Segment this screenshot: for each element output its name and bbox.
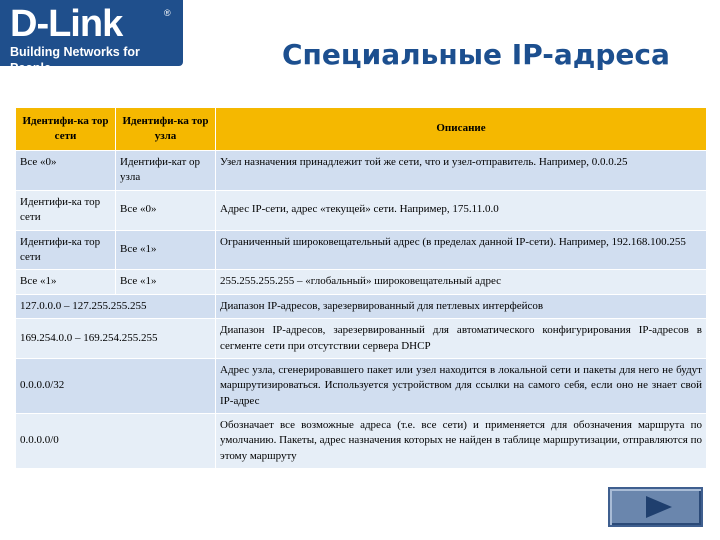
cell-description: Диапазон IP-адресов, зарезервированный для автоматического конфигурирования IP-адресов в сегменте сети при отсутствии сервера DHCP <box>216 319 707 359</box>
header-network-id: Идентифи-ка тор сети <box>16 108 116 151</box>
cell-description: Обозначает все возможные адреса (т.е. все сети) и применяется для обозначения маршрута по умолчанию. Пакеты, адрес назначения которых не найден в таблице маршрутизации, отправляются по этому маршруту <box>216 414 707 469</box>
table-row <box>16 151 707 191</box>
cell-host-id: Все «1» <box>116 270 216 294</box>
logo-tagline: Building Networks for People <box>10 45 140 75</box>
registered-mark: ® <box>164 8 171 18</box>
table-row <box>16 319 707 359</box>
cell-description: Адрес узла, сгенерировавшего пакет или узел находится в локальной сети и пакеты для него не будут маршрутизироваться. Используется устройством для ссылки на самого себя, если оно не знает свой IP-адрес <box>216 358 707 413</box>
logo-brand: D-Link <box>10 3 123 45</box>
cell-network-id: Идентифи-ка тор сети <box>16 230 116 270</box>
table-header-row <box>16 108 707 151</box>
cell-description: Адрес IP-сети, адрес «текущей» сети. Например, 175.11.0.0 <box>216 190 707 230</box>
cell-address-range: 169.254.0.0 – 169.254.255.255 <box>16 319 216 359</box>
table-row <box>16 358 707 413</box>
cell-description: Ограниченный широковещательный адрес (в пределах данной IP-сети). Например, 192.168.100.255 <box>216 230 707 270</box>
table-row <box>16 270 707 294</box>
cell-description: Узел назначения принадлежит той же сети, что и узел-отправитель. Например, 0.0.0.25 <box>216 151 707 191</box>
dlink-logo <box>0 0 183 75</box>
table-row <box>16 190 707 230</box>
cell-address-range: 0.0.0.0/32 <box>16 358 216 413</box>
cell-description: 255.255.255.255 – «глобальный» широковещательный адрес <box>216 270 707 294</box>
header-host-id: Идентифи-ка тор узла <box>116 108 216 151</box>
slide-title: Специальные IP-адреса <box>282 38 670 71</box>
next-slide-button[interactable] <box>608 487 703 527</box>
table-row <box>16 230 707 270</box>
cell-network-id: Идентифи-ка тор сети <box>16 190 116 230</box>
cell-description: Диапазон IP-адресов, зарезервированный для петлевых интерфейсов <box>216 294 707 318</box>
table-row <box>16 294 707 318</box>
cell-host-id: Все «0» <box>116 190 216 230</box>
cell-host-id: Идентифи-кат ор узла <box>116 151 216 191</box>
cell-address-range: 127.0.0.0 – 127.255.255.255 <box>16 294 216 318</box>
cell-host-id: Все «1» <box>116 230 216 270</box>
header-description: Описание <box>216 108 707 151</box>
cell-network-id: Все «0» <box>16 151 116 191</box>
play-triangle-icon <box>646 496 672 518</box>
special-ip-table <box>15 107 707 469</box>
table-row <box>16 414 707 469</box>
cell-address-range: 0.0.0.0/0 <box>16 414 216 469</box>
cell-network-id: Все «1» <box>16 270 116 294</box>
